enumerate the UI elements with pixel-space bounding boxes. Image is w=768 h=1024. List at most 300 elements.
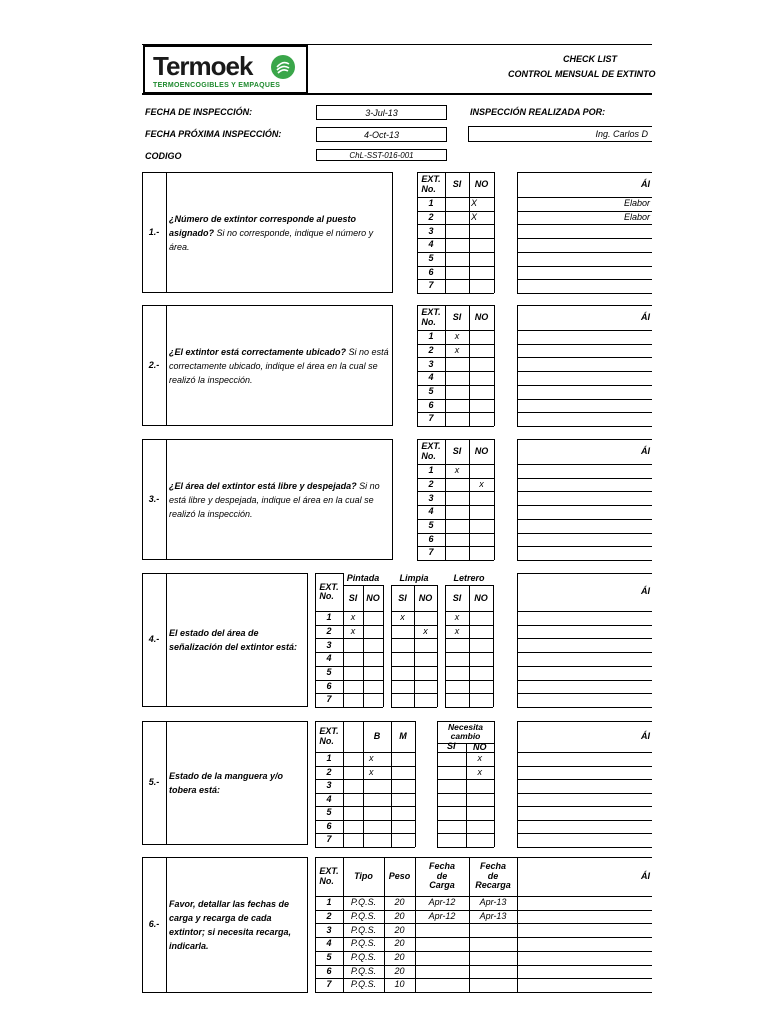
q4-letrero-no-mark xyxy=(469,652,493,666)
q6-peso-value: 20 xyxy=(394,951,405,962)
fecha-proxima-label: FECHA PRÓXIMA INSPECCIÓN: xyxy=(145,129,282,139)
q6-row-number: 7 xyxy=(326,979,332,990)
q5-col-line xyxy=(415,721,416,847)
q3-row-number: 1 xyxy=(428,465,434,476)
q4-row-number: 2 xyxy=(326,625,332,636)
q6-tipo-value: P.Q.S. xyxy=(350,924,377,935)
q5-area-row-line xyxy=(517,833,652,834)
q5-nc-si-mark xyxy=(437,806,466,820)
q4-pintada-si-mark xyxy=(343,680,363,694)
q2-question-bold: ¿El extintor está correctamente ubicado? xyxy=(169,346,347,357)
q4-pintada-no-mark xyxy=(363,611,383,625)
q5-b-mark xyxy=(363,833,391,847)
logo xyxy=(143,45,308,94)
q6-ext-header: EXT. No. xyxy=(319,866,339,886)
q2-area-row-line xyxy=(517,371,652,372)
q4-letrero-no-header: NO xyxy=(474,593,488,604)
q3-si-mark: x xyxy=(454,465,460,476)
q3-question-note: Si no está libre y despejada, indique el área en la cual se realizó la inspección. xyxy=(169,480,380,519)
q4-row-number: 3 xyxy=(326,639,332,650)
q2-row-number: 2 xyxy=(428,344,434,355)
q6-number-divider xyxy=(166,857,167,993)
q5-nc-no-mark: x xyxy=(477,753,482,764)
q3-area-row-line xyxy=(517,546,652,547)
q1-col-line xyxy=(494,172,495,293)
q5-m-mark xyxy=(391,806,415,820)
q1-si-mark xyxy=(445,224,469,238)
q1-si-header: SI xyxy=(452,178,462,189)
q1-no-mark xyxy=(469,224,494,238)
q4-row-number: 1 xyxy=(326,612,332,623)
q4-letrero-si-mark xyxy=(445,638,469,652)
q3-si-mark xyxy=(445,519,469,533)
q5-col-line xyxy=(494,721,495,847)
q5-b-mark xyxy=(363,820,391,834)
q6-tipo-header: Tipo xyxy=(354,870,373,881)
q5-nc-no-mark xyxy=(466,806,495,820)
q4-area-row-line xyxy=(517,707,652,708)
q6-peso-value: 20 xyxy=(394,897,405,908)
q4-ext-header: EXT. No. xyxy=(319,581,339,601)
q6-recarga-value: Apr-13 xyxy=(479,910,507,921)
q6-area-row-line xyxy=(517,992,652,993)
q4-pintada-si-mark: x xyxy=(350,625,356,636)
fecha-inspeccion-label: FECHA DE INSPECCIÓN: xyxy=(145,107,253,117)
q2-si-mark xyxy=(445,357,469,371)
q4-pintada-no-mark xyxy=(363,638,383,652)
q1-row-number: 6 xyxy=(428,266,434,277)
q3-no-header: NO xyxy=(474,445,489,456)
q4-letrero-no-mark xyxy=(469,680,493,694)
q6-recarga-value xyxy=(469,937,517,951)
q4-limpia-no-mark xyxy=(414,680,437,694)
q1-number: 1.- xyxy=(148,226,160,237)
q2-question-text xyxy=(169,305,390,426)
q6-area-header: ÁI xyxy=(641,870,650,881)
q3-no-mark xyxy=(469,519,494,533)
q3-number: 3.- xyxy=(148,493,160,504)
q4-limpia-si-mark xyxy=(391,693,414,707)
q2-si-mark: x xyxy=(454,344,460,355)
q5-nc-no-header: NO xyxy=(473,742,487,753)
q2-no-mark xyxy=(469,385,494,399)
q2-ext-header: EXT. No. xyxy=(421,307,441,327)
q3-area-row-line xyxy=(517,560,652,561)
realizada-por-value: Ing. Carlos D xyxy=(595,129,648,139)
q5-area-row-line xyxy=(517,779,652,780)
q3-area-row-line xyxy=(517,533,652,534)
q1-row-number: 7 xyxy=(428,280,434,291)
q2-no-mark xyxy=(469,344,494,358)
q6-tipo-value: P.Q.S. xyxy=(350,910,377,921)
q2-si-mark: x xyxy=(454,331,460,342)
q6-row-number: 3 xyxy=(326,924,332,935)
q1-row-number: 1 xyxy=(428,198,434,209)
q2-si-mark xyxy=(445,385,469,399)
q4-letrero-no-mark xyxy=(469,666,493,680)
q5-row-number: 1 xyxy=(326,753,332,764)
q3-area-row-line xyxy=(517,478,652,479)
q2-si-header: SI xyxy=(452,311,462,322)
q2-no-mark xyxy=(469,399,494,413)
q6-area-row-line xyxy=(517,923,652,924)
q3-row-number: 7 xyxy=(428,547,434,558)
q5-area-row-line xyxy=(517,766,652,767)
q4-limpia-si-mark xyxy=(391,638,414,652)
q1-area-row-line xyxy=(517,266,652,267)
q6-carga-header: Fecha de Carga xyxy=(428,861,455,891)
q2-si-mark xyxy=(445,412,469,426)
q4-pintada-no-mark xyxy=(363,693,383,707)
q4-pintada-no-mark xyxy=(363,625,383,639)
q6-area-row-line xyxy=(517,965,652,966)
q5-m-header: M xyxy=(399,730,407,741)
q3-no-mark xyxy=(469,491,494,505)
q4-area-row-line xyxy=(517,666,652,667)
q4-limpia-no-mark xyxy=(414,652,437,666)
q1-si-mark xyxy=(445,279,469,293)
q3-si-mark xyxy=(445,505,469,519)
q6-row-number: 2 xyxy=(326,910,332,921)
q3-row-number: 5 xyxy=(428,519,434,530)
q4-letrero-si-mark xyxy=(445,680,469,694)
q5-row-line xyxy=(437,847,494,848)
q6-tipo-value: P.Q.S. xyxy=(350,938,377,949)
q5-nc-no-mark xyxy=(466,793,495,807)
q5-row-number: 4 xyxy=(326,793,332,804)
q5-nc-si-mark xyxy=(437,820,466,834)
q3-question-text xyxy=(169,439,390,560)
q2-area-row-line xyxy=(517,344,652,345)
q4-letrero-si-mark xyxy=(445,652,469,666)
q5-question-text xyxy=(169,721,305,845)
q4-area-row-line xyxy=(517,638,652,639)
q4-letrero-si-mark: x xyxy=(454,612,460,623)
q5-m-mark xyxy=(391,779,415,793)
q1-area-value: Elabor xyxy=(623,211,650,222)
q1-ext-header: EXT. No. xyxy=(421,174,441,194)
q5-m-mark xyxy=(391,766,415,780)
q4-area-header: ÁI xyxy=(641,586,650,597)
q6-recarga-value xyxy=(469,923,517,937)
q6-row-number: 6 xyxy=(326,965,332,976)
q4-area-row-line xyxy=(517,611,652,612)
q4-area-row-line xyxy=(517,693,652,694)
q2-row-number: 6 xyxy=(428,399,434,410)
q6-question-bold: Favor, detallar las fechas de carga y recarga de cada extintor; si necesita recarga, indicarla. xyxy=(169,899,292,951)
q4-row-number: 7 xyxy=(326,694,332,705)
q5-nc-si-mark xyxy=(437,793,466,807)
q5-necesita-header: Necesita cambio xyxy=(448,722,483,741)
q2-area-row-line xyxy=(517,385,652,386)
q5-row-number: 7 xyxy=(326,834,332,845)
q2-row-number: 5 xyxy=(428,385,434,396)
q1-question-bold: ¿Número de extintor corresponde al puesto asignado? xyxy=(169,213,357,238)
q3-si-header: SI xyxy=(452,445,462,456)
q6-peso-value: 20 xyxy=(394,910,405,921)
q6-area-row-line xyxy=(517,910,652,911)
q4-pintada-si-mark xyxy=(343,666,363,680)
q4-letrero-si-mark: x xyxy=(454,625,460,636)
q4-pintada-si-mark xyxy=(343,693,363,707)
q1-no-mark xyxy=(469,279,494,293)
q1-si-mark xyxy=(445,266,469,280)
q1-area-row-line xyxy=(517,279,652,280)
q4-limpia-header: Limpia xyxy=(399,573,429,584)
q4-pintada-no-mark xyxy=(363,680,383,694)
q4-letrero-no-mark xyxy=(469,611,493,625)
q3-no-mark xyxy=(469,533,494,547)
q1-no-mark xyxy=(469,266,494,280)
q5-area-row-line xyxy=(517,793,652,794)
q6-carga-value: Apr-12 xyxy=(428,910,456,921)
q4-limpia-si-mark xyxy=(391,666,414,680)
q4-letrero-no-mark xyxy=(469,693,493,707)
q3-area-row-line xyxy=(517,464,652,465)
q2-no-mark xyxy=(469,371,494,385)
q4-letrero-no-mark xyxy=(469,638,493,652)
q4-pintada-si-mark xyxy=(343,652,363,666)
logo-name: Termoek xyxy=(153,51,253,81)
q4-row-number: 6 xyxy=(326,680,332,691)
q4-limpia-no-mark xyxy=(414,638,437,652)
q4-area-row-line xyxy=(517,625,652,626)
q6-recarga-value: Apr-13 xyxy=(479,897,507,908)
q3-area-row-line xyxy=(517,505,652,506)
q1-si-mark xyxy=(445,197,469,211)
q4-pintada-si-header: SI xyxy=(348,593,358,604)
q3-no-mark: x xyxy=(479,478,484,489)
q3-row-number: 2 xyxy=(428,478,434,489)
q5-area-row-line xyxy=(517,752,652,753)
q4-row-line xyxy=(343,707,383,708)
q5-nc-no-mark xyxy=(466,833,495,847)
q2-no-mark xyxy=(469,412,494,426)
codigo-field[interactable]: ChL-SST-016-001 xyxy=(316,149,447,161)
q5-row-number: 6 xyxy=(326,820,332,831)
q6-area-row-line xyxy=(517,937,652,938)
q6-row-number: 1 xyxy=(326,897,332,908)
q4-letrero-header: Letrero xyxy=(453,573,485,584)
q4-question-bold: El estado del área de señalización del extintor está: xyxy=(169,628,298,652)
q2-si-mark xyxy=(445,371,469,385)
q6-question-text xyxy=(169,857,305,993)
q1-row-number: 4 xyxy=(428,239,434,250)
q4-row-line xyxy=(315,707,343,708)
q5-b-mark xyxy=(363,806,391,820)
q1-number-divider xyxy=(166,172,167,293)
q1-area-row-line xyxy=(517,252,652,253)
q6-area-row-line xyxy=(517,896,652,897)
q5-b-mark: x xyxy=(369,753,374,764)
q6-row-line xyxy=(315,992,517,993)
q1-no-mark: X xyxy=(471,211,478,222)
q4-pintada-header: Pintada xyxy=(346,573,380,584)
q5-question-bold: Estado de la manguera y/o tobera está: xyxy=(169,771,284,795)
q1-row-number: 5 xyxy=(428,252,434,263)
q4-row-number: 5 xyxy=(326,666,332,677)
q4-pintada-no-header: NO xyxy=(366,593,380,604)
q3-area-row-line xyxy=(517,491,652,492)
q4-letrero-no-mark xyxy=(469,625,493,639)
q4-limpia-no-mark xyxy=(414,693,437,707)
q4-number: 4.- xyxy=(148,634,160,645)
q3-ext-header: EXT. No. xyxy=(421,441,441,461)
q2-col-line xyxy=(494,305,495,426)
q2-area-header: ÁI xyxy=(641,311,650,322)
q3-row-line xyxy=(417,560,494,561)
q3-si-mark xyxy=(445,533,469,547)
logo-emblem-icon xyxy=(271,55,295,79)
q4-limpia-si-header: SI xyxy=(398,593,407,604)
q6-recarga-header: Fecha de Recarga xyxy=(475,861,511,891)
q2-question-note: Si no está correctamente ubicado, indique el área en la cual se realizó la inspección. xyxy=(169,346,389,385)
q3-si-mark xyxy=(445,491,469,505)
q6-area-row-line xyxy=(517,951,652,952)
q1-row-number: 3 xyxy=(428,225,434,236)
q4-limpia-no-mark: x xyxy=(423,625,428,636)
q4-limpia-no-header: NO xyxy=(418,593,433,604)
realizada-por-label: INSPECCIÓN REALIZADA POR: xyxy=(470,107,606,117)
q5-area-row-line xyxy=(517,806,652,807)
q5-nc-si-mark xyxy=(437,766,466,780)
q5-b-mark xyxy=(363,779,391,793)
fecha-proxima-field[interactable]: 4-Oct-13 xyxy=(316,127,447,142)
q6-area-row-line xyxy=(517,978,652,979)
q4-limpia-si-mark xyxy=(391,680,414,694)
q5-number: 5.- xyxy=(148,777,160,788)
q2-no-header: NO xyxy=(474,311,489,322)
q5-col-line xyxy=(343,721,344,847)
q4-number-divider xyxy=(166,573,167,707)
q5-m-mark xyxy=(391,820,415,834)
q5-nc-no-mark: x xyxy=(477,766,482,777)
q4-pintada-no-mark xyxy=(363,666,383,680)
q3-no-mark xyxy=(469,546,494,560)
q5-number-divider xyxy=(166,721,167,845)
q6-peso-header: Peso xyxy=(388,870,411,881)
q2-row-line xyxy=(417,426,494,427)
q5-ext-header: EXT. No. xyxy=(319,726,339,746)
q4-col-line xyxy=(493,585,494,707)
q6-row-number: 4 xyxy=(326,938,332,949)
q5-area-row-line xyxy=(517,820,652,821)
q4-letrero-si-header: SI xyxy=(452,593,462,604)
q3-si-mark xyxy=(445,478,469,492)
q5-row-line xyxy=(315,847,415,848)
q5-nc-si-header: SI xyxy=(446,741,456,752)
q5-row-number: 3 xyxy=(326,780,332,791)
q1-question-note: Si no corresponde, indique el número y área. xyxy=(169,227,374,252)
q2-no-mark xyxy=(469,330,494,344)
q3-col-line xyxy=(494,439,495,560)
q4-letrero-si-mark xyxy=(445,666,469,680)
q6-peso-value: 10 xyxy=(394,979,405,990)
q5-nc-si-mark xyxy=(437,752,466,766)
q6-carga-value xyxy=(415,965,469,979)
header-title-line1: CHECK LIST xyxy=(563,54,617,64)
q2-area-row-line xyxy=(517,412,652,413)
q6-tipo-value: P.Q.S. xyxy=(350,965,377,976)
q1-row-line xyxy=(417,293,494,294)
q2-no-mark xyxy=(469,357,494,371)
q2-number-divider xyxy=(166,305,167,426)
q2-si-mark xyxy=(445,399,469,413)
q6-carga-value xyxy=(415,923,469,937)
fecha-inspeccion-field[interactable]: 3-Jul-13 xyxy=(316,105,447,120)
q6-tipo-value: P.Q.S. xyxy=(350,897,377,908)
q5-nc-si-mark xyxy=(437,833,466,847)
q6-carga-value xyxy=(415,937,469,951)
q1-si-mark xyxy=(445,238,469,252)
q5-row-number: 2 xyxy=(326,766,332,777)
q1-no-mark xyxy=(469,238,494,252)
q6-peso-value: 20 xyxy=(394,938,405,949)
q1-question-text xyxy=(169,172,390,293)
q2-area-row-line xyxy=(517,399,652,400)
q3-row-number: 4 xyxy=(428,506,434,517)
q4-letrero-si-mark xyxy=(445,693,469,707)
q4-pintada-no-mark xyxy=(363,652,383,666)
q6-tipo-value: P.Q.S. xyxy=(350,979,377,990)
q4-limpia-no-mark xyxy=(414,666,437,680)
q1-area-row-line xyxy=(517,224,652,225)
q4-row-number: 4 xyxy=(326,653,332,664)
q1-si-mark xyxy=(445,211,469,225)
q3-area-header: ÁI xyxy=(641,445,650,456)
q1-no-mark: X xyxy=(471,198,478,209)
q6-recarga-value xyxy=(469,965,517,979)
q5-b-mark: x xyxy=(369,766,374,777)
q5-m-mark xyxy=(391,833,415,847)
q5-b-header: B xyxy=(373,730,381,741)
q5-area-header: ÁI xyxy=(641,730,650,741)
q2-number: 2.- xyxy=(148,359,160,370)
q4-pintada-si-mark xyxy=(343,638,363,652)
q5-area-row-line xyxy=(517,847,652,848)
q3-row-number: 3 xyxy=(428,492,434,503)
q3-area-row-line xyxy=(517,519,652,520)
q2-row-number: 7 xyxy=(428,413,434,424)
q4-limpia-no-mark xyxy=(414,611,437,625)
q4-row-line xyxy=(445,707,493,708)
logo-tagline: TERMOENCOGIBLES Y EMPAQUES xyxy=(153,82,281,89)
q1-no-header: NO xyxy=(474,178,489,189)
q3-row-number: 6 xyxy=(428,533,434,544)
q6-carga-value xyxy=(415,978,469,992)
q6-recarga-value xyxy=(469,951,517,965)
q6-carga-value xyxy=(415,951,469,965)
q4-area-row-line xyxy=(517,652,652,653)
q6-tipo-value: P.Q.S. xyxy=(350,951,377,962)
q6-peso-value: 20 xyxy=(394,965,405,976)
q6-peso-value: 20 xyxy=(394,924,405,935)
q1-area-row-line xyxy=(517,293,652,294)
q5-nc-no-mark xyxy=(466,820,495,834)
q5-nc-no-mark xyxy=(466,779,495,793)
q6-number: 6.- xyxy=(148,919,160,930)
q3-si-mark xyxy=(445,546,469,560)
q3-no-mark xyxy=(469,464,494,478)
q2-row-number: 3 xyxy=(428,358,434,369)
q4-area-row-line xyxy=(517,680,652,681)
q1-no-mark xyxy=(469,252,494,266)
q4-col-line xyxy=(437,585,438,707)
q1-area-header: ÁI xyxy=(641,178,650,189)
realizada-por-field[interactable] xyxy=(468,126,652,142)
q5-m-mark xyxy=(391,793,415,807)
q1-area-row-line xyxy=(517,238,652,239)
